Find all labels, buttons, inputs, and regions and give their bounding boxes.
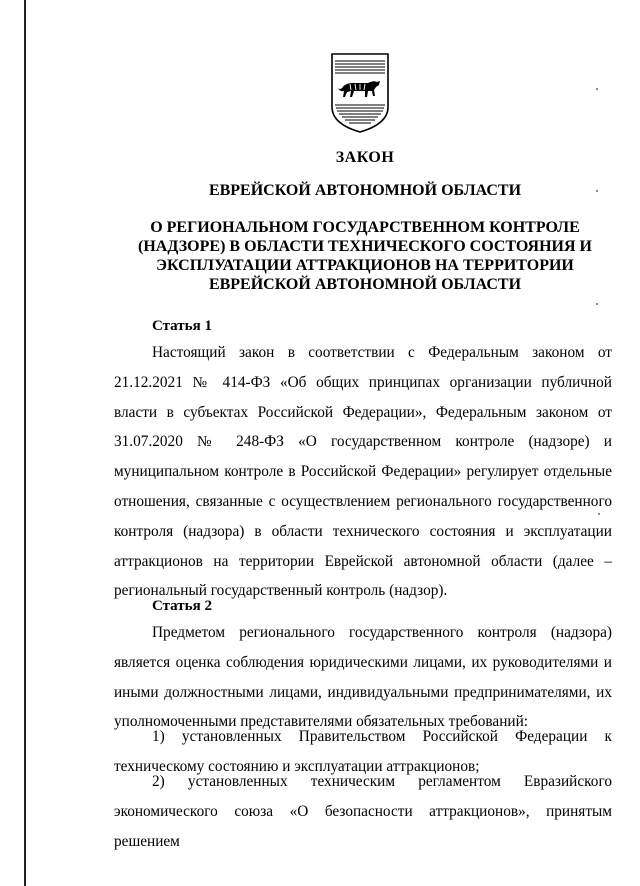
article-1-text: Настоящий закон в соответствии с Федеральным законом от 21.12.2021 № 414-ФЗ «Об общих принципах организации публичной власти в субъектах Российской Федерации», Федеральным законом от 31.07.2020 № 248-ФЗ «О государственном контроле (надзоре) и муниципальном контроле в Российской Федерации» регулирует отдельные отношения, связанные с осуществлением регионального государственного контроля (надзора) в области технического состояния и эксплуатации аттракционов на территории Еврейской автономной области (далее – региональный государственный контроль (надзор). (114, 344, 612, 600)
coat-of-arms-tiger-icon (330, 52, 390, 134)
list-item: 1) установленных Правительством Российской Федерации к техническому состоянию и эксплуатации аттракционов; (114, 728, 612, 775)
region-title: ЕВРЕЙСКОЙ АВТОНОМНОЙ ОБЛАСТИ (208, 182, 522, 199)
scan-speck (596, 88, 598, 90)
list-item: 2) установленных техническим регламентом Евразийского экономического союза «О безопасности аттракционов», принятым решением (114, 773, 612, 850)
article-1-heading: Статья 1 (152, 318, 212, 334)
law-subject-title: О РЕГИОНАЛЬНОМ ГОСУДАРСТВЕННОМ КОНТРОЛЕ (НАДЗОРЕ) В ОБЛАСТИ ТЕХНИЧЕСКОГО СОСТОЯНИЯ И ЭКСПЛУАТАЦИИ АТТРАКЦИОНОВ НА ТЕРРИТОРИИ ЕВРЕЙСКОЙ АВТОНОМНОЙ ОБЛАСТИ (138, 219, 592, 293)
scan-speck (598, 513, 600, 515)
law-title: ЗАКОН (335, 149, 395, 166)
article-2-text: Предметом регионального государственного контроля (надзора) является оценка соблюдения юридическими лицами, их руководителями и иными должностными лицами, индивидуальными предпринимателями, их уполномоченными представителями обязательных требований: (114, 624, 612, 731)
article-2-heading: Статья 2 (152, 598, 212, 614)
scan-speck (596, 190, 598, 192)
scan-speck (596, 303, 598, 305)
page-margin-rule (24, 0, 26, 886)
